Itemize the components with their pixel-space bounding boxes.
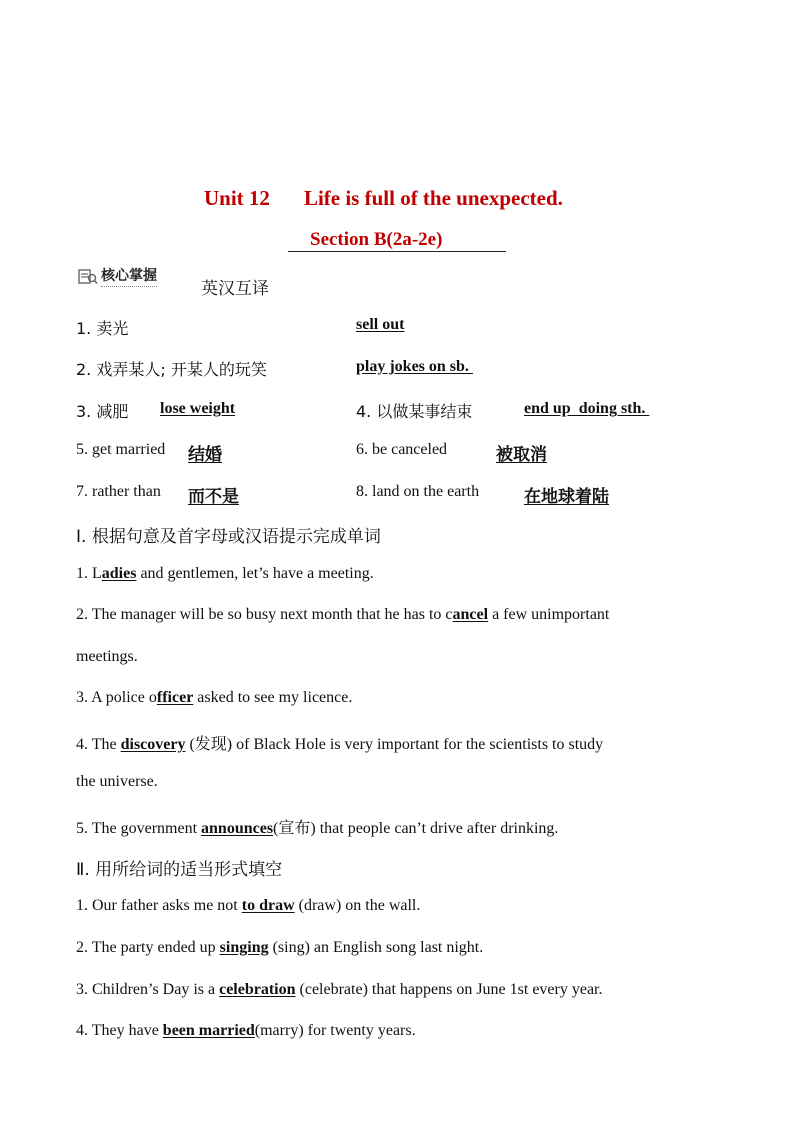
part1-sentence-5: 5. The government announces(宣布) that people can’t drive after drinking. <box>76 820 559 837</box>
part1-answer-3: fficer <box>156 689 194 706</box>
core-badge <box>78 265 157 287</box>
unit-name: Life is full of the unexpected. <box>303 186 563 210</box>
part1-answer-2: ancel <box>452 606 489 623</box>
part1-sentence-4-cont: the universe. <box>76 773 158 790</box>
vocab-q2: 2. 戏弄某人; 开某人的玩笑 <box>76 360 267 379</box>
vocab-q3: 3. 减肥 <box>76 402 129 421</box>
part1-answer-4: discovery <box>120 736 186 753</box>
part1-answer-1: adies <box>101 565 137 582</box>
vocab-q6: 6. be canceled <box>356 441 448 458</box>
vocab-q5: 5. get married <box>76 441 166 458</box>
part2-answer-2: singing <box>219 939 269 956</box>
vocab-a2: play jokes on sb. <box>356 358 473 375</box>
section-underline <box>288 251 506 252</box>
vocab-q1: 1. 卖光 <box>76 319 129 338</box>
vocab-q4: 4. 以做某事结束 <box>356 402 473 421</box>
vocab-a1: sell out <box>356 316 405 333</box>
vocab-a6: 被取消 <box>496 445 547 465</box>
vocab-a7: 而不是 <box>188 487 239 507</box>
part2-answer-3: celebration <box>219 981 296 998</box>
unit-title <box>204 186 563 211</box>
vocab-a4: end up doing sth. <box>524 400 650 417</box>
part2-sentence-2: 2. The party ended up singing (sing) an English song last night. <box>76 939 484 956</box>
vocab-q7: 7. rather than <box>76 483 161 500</box>
part2-sentence-1: 1. Our father asks me not to draw (draw) on the wall. <box>76 897 421 914</box>
vocab-a8: 在地球着陆 <box>524 487 609 507</box>
part1-heading: Ⅰ. 根据句意及首字母或汉语提示完成单词 <box>76 527 381 547</box>
core-badge-label: 核心掌握 <box>101 265 157 287</box>
part2-answer-4: been married <box>162 1022 255 1039</box>
part2-sentence-3: 3. Children’s Day is a celebration (celebrate) that happens on June 1st every year. <box>76 981 603 998</box>
core-heading: 英汉互译 <box>201 279 269 299</box>
vocab-a5: 结婚 <box>188 445 222 465</box>
section-title: Section B(2a-2e) <box>310 229 443 250</box>
vocab-a3: lose weight <box>160 400 236 417</box>
part1-sentence-2-cont: meetings. <box>76 648 138 665</box>
part1-sentence-3: 3. A police officer asked to see my licence. <box>76 689 353 706</box>
magnifier-book-icon <box>78 267 98 285</box>
vocab-q8: 8. land on the earth <box>356 483 480 500</box>
part1-sentence-2: 2. The manager will be so busy next month that he has to cancel a few unimportant <box>76 606 610 623</box>
part2-heading: Ⅱ. 用所给词的适当形式填空 <box>76 860 283 880</box>
part2-answer-1: to draw <box>241 897 295 914</box>
part1-sentence-4: 4. The discovery (发现) of Black Hole is very important for the scientists to study <box>76 736 604 753</box>
part1-answer-5: announces <box>201 820 274 837</box>
part2-sentence-4: 4. They have been married(marry) for twenty years. <box>76 1022 416 1039</box>
part1-sentence-1: 1. Ladies and gentlemen, let’s have a meeting. <box>76 565 374 582</box>
unit-number: Unit 12 <box>204 186 270 210</box>
